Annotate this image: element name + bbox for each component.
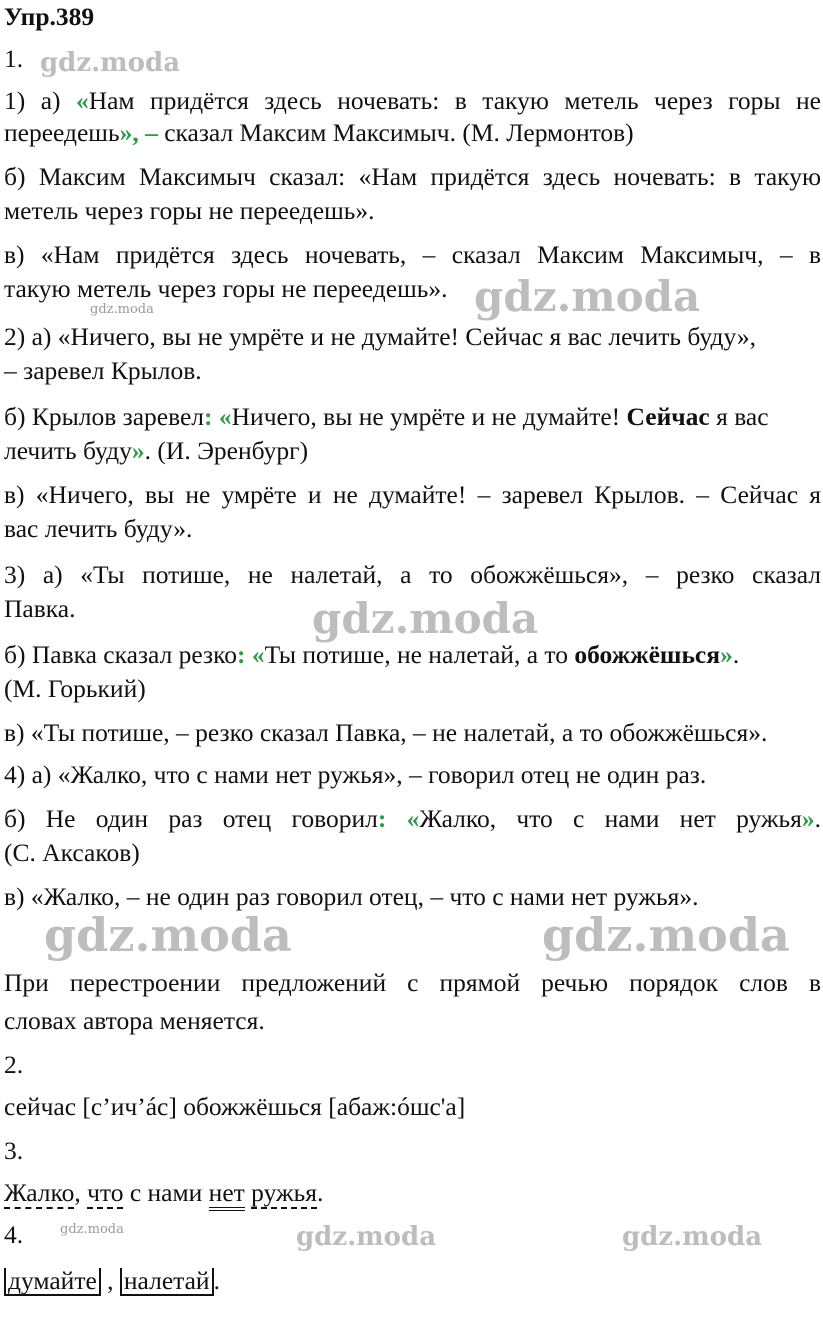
line-15-prefix: б) Павка сказал резко [4,640,237,669]
text-line-15 [4,640,739,670]
watermark: gdz.moda [40,48,181,78]
line-15-punct-close: » [720,640,733,669]
line-9-punct: : « [204,402,232,431]
section-2-number: 2. [4,1050,24,1079]
line-1-prefix: 1) а) [4,86,76,115]
watermark: gdz.moda [296,1222,437,1252]
line-19-prefix: б) Не один раз отец говорил [4,804,378,833]
text-line-6: такую метель через горы не переедешь». [4,274,448,303]
line-10-rest: . (И. Эренбург) [144,436,309,465]
morpheme-sep: , [100,1266,120,1295]
line-15-bold-word: обожжёшься [574,640,721,669]
section-2-transcription: сейчас [с’ич’áс] обожжёшься [абаж:óшс'а] [4,1092,466,1121]
text-line-10 [4,436,308,466]
text-line-9 [4,402,769,432]
line-9-prefix: б) Крылов заревел [4,402,205,431]
text-line-16: (М. Горький) [4,674,146,703]
line-19-punct-close: » [801,804,815,833]
text-line-19 [4,804,821,834]
line-9-text: Ничего, вы не умрёте и не думайте! [231,402,627,431]
sentence-word-predicate-adverb: Жалко [4,1178,75,1207]
line-15-text: Ты потише, не налетай, а то [264,640,575,669]
section-3-number: 3. [4,1136,24,1165]
text-line-18: 4) а) «Жалко, что с нами нет ружья», – говорил отец не один раз. [4,760,707,789]
text-line-14: Павка. [4,594,76,623]
line-2-rest: сказал Максим Максимыч. (М. Лермонтов) [157,118,634,147]
line-1-quote-mark: « [75,86,89,115]
sentence-sep-1: , [74,1178,88,1207]
watermark: gdz.moda [60,1222,124,1237]
line-10-text: лечить буду [4,436,132,465]
text-line-3: б) Максим Максимыч сказал: «Нам придётся здесь ночевать: в такую [4,162,821,191]
line-10-punct: » [131,436,145,465]
line-19-text: Жалко, что с нами нет ружья [419,804,802,833]
text-line-23: словах автора меняется. [4,1006,265,1035]
line-15-punct: : « [236,640,265,669]
text-line-22: При перестроении предложений с прямой речью порядок слов в [4,968,821,997]
text-line-2 [4,118,634,148]
sentence-word-predicate: нет [209,1178,245,1211]
line-9-bold-word: Сейчас [626,402,710,431]
watermark: gdz.moda [474,272,701,321]
text-line-8: – заревел Крылов. [4,356,202,385]
sentence-sep-2: с нами [123,1178,209,1207]
text-line-11: в) «Ничего, вы не умрёте и не думайте! – заревел Крылов. – Сейчас я [4,480,821,509]
text-line-21: в) «Жалко, – не один раз говорил отец, – что с нами нет ружья». [4,882,699,911]
section-4-morphemes [4,1266,220,1296]
line-9-rest: я вас [709,402,769,431]
watermark: gdz.moda [622,1222,763,1252]
watermark: gdz.moda [312,594,539,643]
text-line-4: метель через горы не переедешь». [4,196,375,225]
section-1-number: 1. [4,44,24,73]
text-line-5: в) «Нам придётся здесь ночевать, – сказал Максим Максимыч, – в [4,240,821,269]
text-line-13: 3) а) «Ты потише, не налетай, а то обожжёшься», – резко сказал [4,560,821,589]
line-2-text: переедешь [4,118,120,147]
text-line-1 [4,86,821,116]
line-15-rest: . [732,640,740,669]
text-line-12: вас лечить буду». [4,514,193,543]
morpheme-end: . [213,1266,220,1295]
watermark: gdz.moda [44,908,292,962]
line-2-punct: », – [119,118,158,147]
exercise-title: Упр.389 [4,2,95,31]
watermark: gdz.moda [542,908,790,962]
watermark: gdz.moda [90,302,154,317]
morpheme-word-1: думайте [4,1268,101,1296]
sentence-word-conj: что [87,1178,124,1207]
text-line-17: в) «Ты потише, – резко сказал Павка, – не налетай, а то обожжёшься». [4,718,768,747]
morpheme-word-2: налетай [120,1268,214,1296]
section-4-number: 4. [4,1220,24,1249]
line-1-text: Нам придётся здесь ночевать: в такую метель через горы не [88,86,821,115]
sentence-end: . [316,1178,324,1207]
text-line-7: 2) а) «Ничего, вы не умрёте и не думайте! Сейчас я вас лечить буду», [4,322,757,351]
section-3-sentence [4,1178,323,1208]
line-19-punct: : « [377,804,420,833]
sentence-word-object: ружья [251,1178,317,1207]
line-19-rest: . [814,804,821,833]
text-line-20: (С. Аксаков) [4,838,140,867]
